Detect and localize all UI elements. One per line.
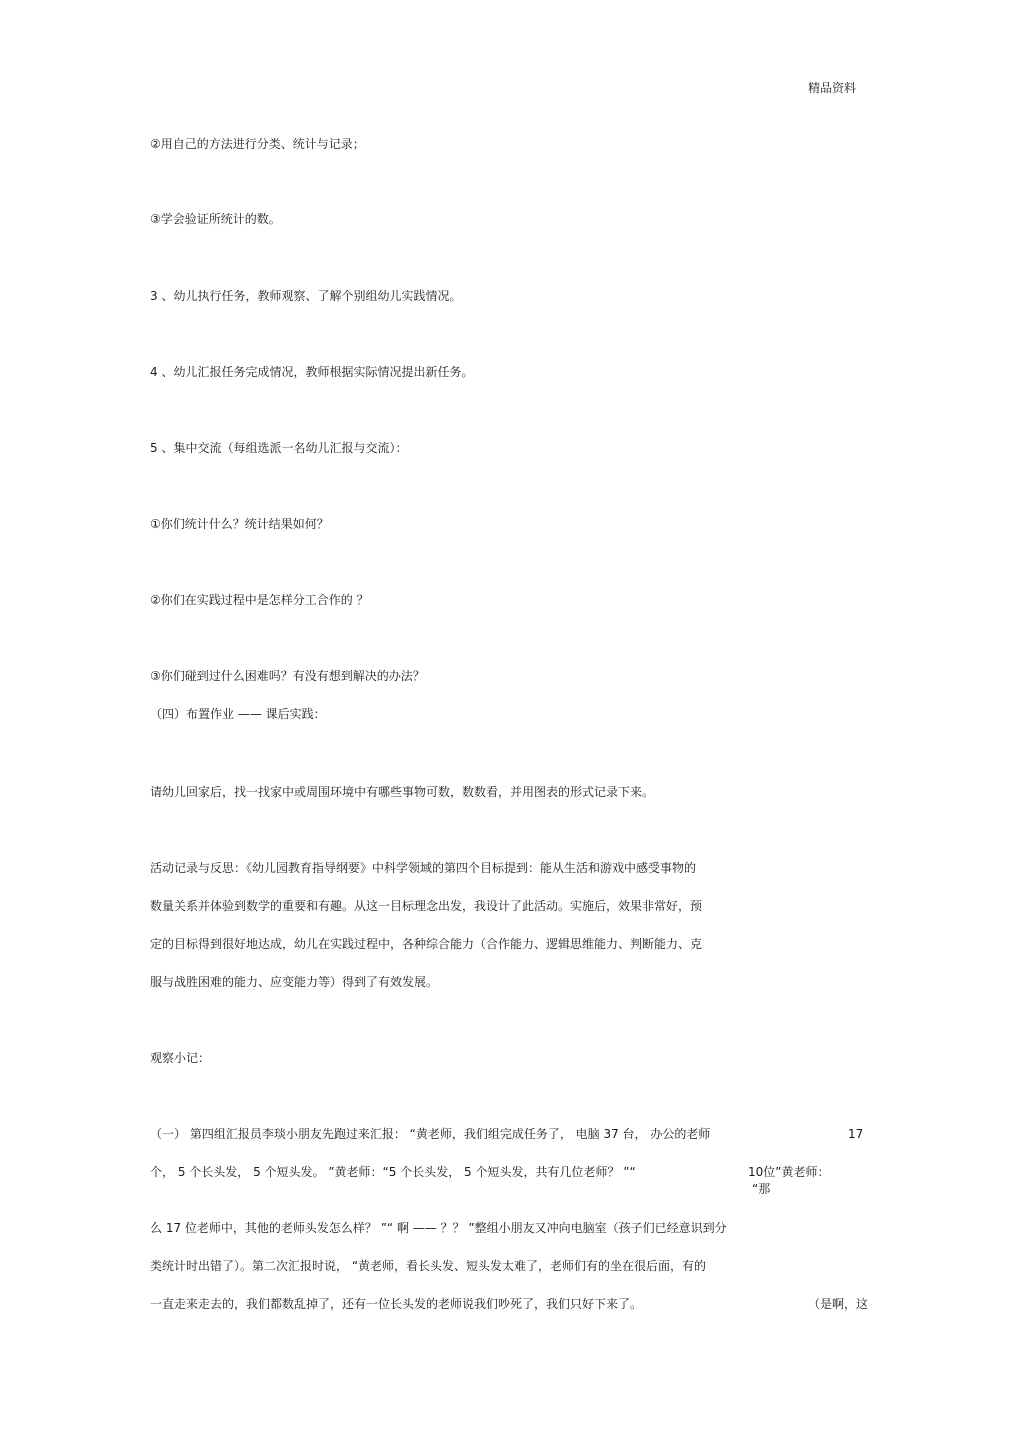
observation-line-2-right: 10位”黄老师： <box>748 1165 830 1179</box>
homework-text: 请幼儿回家后，找一找家中或周围环境中有哪些事物可数，数数看，并用图表的形式记录下来。 <box>150 785 655 799</box>
reflection-line-3: 定的目标得到很好地达成，幼儿在实践过程中，各种综合能力（合作能力、逻辑思维能力、判断能力、克 <box>150 937 703 951</box>
reflection-line-1: 活动记录与反思：《幼儿园教育指导纲要》中科学领域的第四个目标提到：能从生活和游戏中感受事物的 <box>150 861 697 875</box>
observation-line-1: （一） 第四组汇报员李琰小朋友先跑过来汇报： “黄老师，我们组完成任务了， 电脑 37 台， 办公的老师 <box>150 1127 711 1141</box>
step-5-line: 5 、集中交流（每组选派一名幼儿汇报与交流）： <box>150 441 408 455</box>
homework-heading: （四）布置作业 —— 课后实践： <box>150 707 326 721</box>
observation-line-5-right: （是啊，这 <box>808 1297 869 1311</box>
observation-line-3: 么 17 位老师中，其他的老师头发怎么样？ ”“ 啊 —— ？？ ”整组小朋友又冲向电脑室（孩子们已经意识到分 <box>150 1221 727 1235</box>
observation-line-2-continuation: “那 <box>752 1182 771 1196</box>
objective-line-3: ③学会验证所统计的数。 <box>150 212 281 226</box>
question-3-line: ③你们碰到过什么困难吗？有没有想到解决的办法？ <box>150 669 425 683</box>
page-header-label: 精品资料 <box>808 81 857 95</box>
question-1-line: ①你们统计什么？统计结果如何？ <box>150 517 329 531</box>
reflection-line-2: 数量关系并体验到数学的重要和有趣。从这一目标理念出发，我设计了此活动。实施后，效果非常好，预 <box>150 899 703 913</box>
objective-line-2: ②用自己的方法进行分类、统计与记录； <box>150 137 365 151</box>
reflection-line-4: 服与战胜困难的能力、应变能力等）得到了有效发展。 <box>150 975 439 989</box>
observation-line-4: 类统计时出错了）。第二次汇报时说， “黄老师，看长头发、短头发太难了，老师们有的坐在很后面，有的 <box>150 1259 707 1273</box>
step-4-line: 4 、幼儿汇报任务完成情况，教师根据实际情况提出新任务。 <box>150 365 474 379</box>
question-2-line: ②你们在实践过程中是怎样分工合作的 ？ <box>150 593 369 607</box>
observation-line-1-number: 17 <box>848 1127 864 1141</box>
observation-line-5: 一直走来走去的，我们都数乱掉了，还有一位长头发的老师说我们吵死了，我们只好下来了。 <box>150 1297 643 1311</box>
observation-line-2: 个， 5 个长头发， 5 个短头发。 ”黄老师：“5 个长头发， 5 个短头发，共有几位老师？ ”“ <box>150 1165 636 1179</box>
step-3-line: 3 、幼儿执行任务，教师观察、了解个别组幼儿实践情况。 <box>150 289 462 303</box>
observation-heading: 观察小记： <box>150 1051 211 1065</box>
